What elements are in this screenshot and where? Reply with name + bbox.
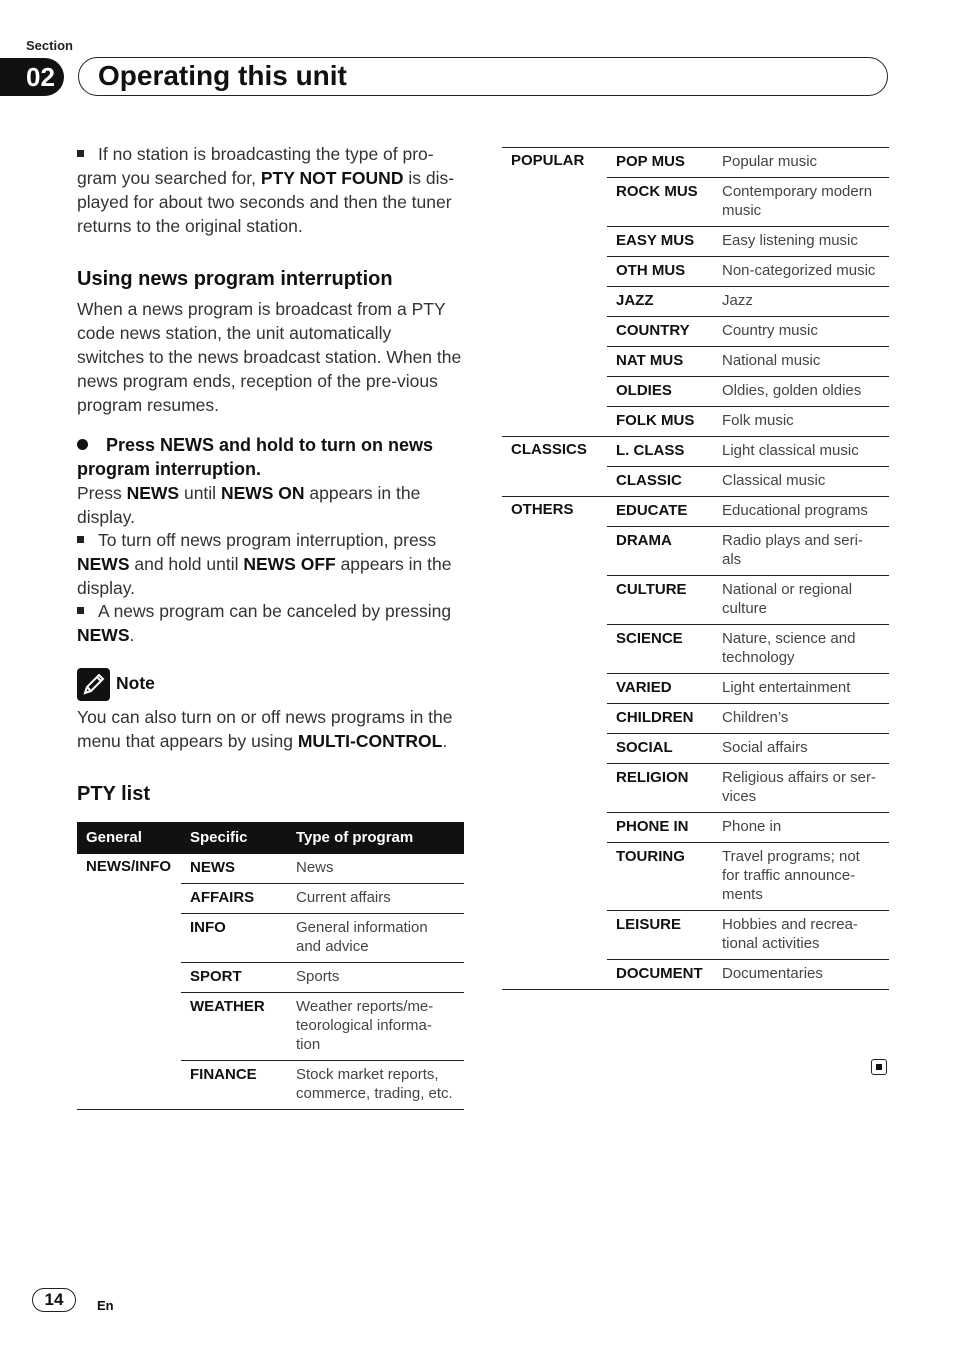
square-bullet-icon	[77, 150, 84, 157]
cell-specific: SOCIAL	[607, 734, 713, 764]
table-row	[502, 764, 889, 813]
cell-specific: NAT MUS	[607, 347, 713, 377]
cell-general	[502, 257, 607, 287]
cell-general	[502, 227, 607, 257]
cell-general: OTHERS	[511, 501, 574, 518]
cell-type: Documentaries	[713, 960, 889, 990]
cell-general	[77, 914, 181, 963]
cell-general	[502, 178, 607, 227]
pty-list-heading: PTY list	[77, 783, 150, 805]
table-row	[77, 993, 464, 1061]
cell-specific: EASY MUS	[607, 227, 713, 257]
page-title: Operating this unit	[98, 60, 347, 91]
cell-general	[502, 527, 607, 576]
col-header-general: General	[77, 822, 181, 854]
table-row	[502, 704, 889, 734]
cell-type: General information and advice	[287, 914, 464, 963]
cell-general: CLASSICS	[511, 441, 587, 458]
table-row	[77, 914, 464, 963]
cell-type: Contemporary modern music	[713, 178, 889, 227]
cell-type: Weather reports/me-teorological informa-tion	[287, 993, 464, 1061]
note-text: You can also turn on or off news programs in the menu that appears by using MULTI-CONTROL.	[77, 707, 453, 751]
table-row	[502, 317, 889, 347]
section-label: Section	[26, 38, 73, 53]
cell-specific: SPORT	[181, 963, 287, 993]
cell-specific: AFFAIRS	[181, 884, 287, 914]
cell-specific: ROCK MUS	[607, 178, 713, 227]
cell-type: Jazz	[713, 287, 889, 317]
cell-specific: OLDIES	[607, 377, 713, 407]
cell-type: Folk music	[713, 407, 889, 437]
cell-general: POPULAR	[511, 152, 585, 169]
cell-type: Current affairs	[287, 884, 464, 914]
cell-specific: RELIGION	[607, 764, 713, 813]
cell-specific: NEWS	[181, 854, 287, 884]
end-mark-square-icon	[876, 1064, 882, 1070]
cell-general	[502, 407, 607, 437]
table-row	[502, 734, 889, 764]
cell-type: Oldies, golden oldies	[713, 377, 889, 407]
cell-type: Hobbies and recrea-tional activities	[713, 911, 889, 960]
bullet-text: If no station is broadcasting the type of pro-gram you searched for,	[77, 144, 434, 188]
cell-specific: DRAMA	[607, 527, 713, 576]
note-pencil-icon	[77, 668, 110, 701]
cell-general	[502, 734, 607, 764]
cell-specific: DOCUMENT	[607, 960, 713, 990]
cell-general	[502, 960, 607, 990]
cell-type: Light classical music	[713, 437, 889, 467]
cell-specific: WEATHER	[181, 993, 287, 1061]
cell-specific: VARIED	[607, 674, 713, 704]
cell-general	[502, 287, 607, 317]
cell-general	[502, 843, 607, 911]
cell-general	[502, 813, 607, 843]
cell-type: Non-categorized music	[713, 257, 889, 287]
section-number-badge: 02	[0, 58, 64, 96]
cell-type: Stock market reports, commerce, trading, etc.	[287, 1061, 464, 1110]
table-row	[502, 148, 889, 178]
note-label: Note	[116, 673, 155, 693]
pty-table-right	[502, 147, 889, 990]
table-row	[502, 377, 889, 407]
cell-general	[502, 317, 607, 347]
cell-specific: CHILDREN	[607, 704, 713, 734]
table-row	[502, 257, 889, 287]
table-row	[502, 576, 889, 625]
cell-type: Nature, science and technology	[713, 625, 889, 674]
cell-type: Travel programs; not for traffic announce-ments	[713, 843, 889, 911]
cell-general	[502, 347, 607, 377]
table-row	[502, 911, 889, 960]
cell-specific: FOLK MUS	[607, 407, 713, 437]
bullet-cancel: A news program can be canceled by pressing NEWS.	[77, 601, 452, 645]
cell-type: Children’s	[713, 704, 889, 734]
square-bullet-icon	[77, 607, 84, 614]
cell-general	[502, 911, 607, 960]
cell-general	[77, 1061, 181, 1110]
cell-specific: CLASSIC	[607, 467, 713, 497]
table-row	[502, 347, 889, 377]
news-heading: Using news program interruption	[77, 268, 393, 290]
cell-specific: JAZZ	[607, 287, 713, 317]
cell-specific: SCIENCE	[607, 625, 713, 674]
cell-type: Popular music	[713, 148, 889, 178]
cell-type: Phone in	[713, 813, 889, 843]
cell-specific: FINANCE	[181, 1061, 287, 1110]
table-row	[502, 467, 889, 497]
table-row	[77, 1061, 464, 1110]
table-row	[502, 497, 889, 527]
cell-specific: INFO	[181, 914, 287, 963]
cell-general	[77, 884, 181, 914]
cell-general: NEWS/INFO	[86, 858, 171, 875]
cell-specific: POP MUS	[607, 148, 713, 178]
table-row	[502, 960, 889, 990]
cell-specific: LEISURE	[607, 911, 713, 960]
cell-type: Classical music	[713, 467, 889, 497]
pty-table-left	[77, 822, 464, 1110]
bullet-dot-icon	[77, 439, 88, 450]
bullet-bold: PTY NOT FOUND	[260, 168, 404, 188]
table-row	[77, 963, 464, 993]
step-text: Press NEWS until NEWS ON appears in the display.	[77, 483, 421, 527]
cell-general	[502, 764, 607, 813]
cell-specific: COUNTRY	[607, 317, 713, 347]
table-row	[502, 437, 889, 467]
table-row	[502, 227, 889, 257]
cell-general	[502, 704, 607, 734]
table-row	[502, 287, 889, 317]
cell-type: Religious affairs or ser-vices	[713, 764, 889, 813]
table-row	[502, 843, 889, 911]
table-row	[502, 625, 889, 674]
cell-specific: EDUCATE	[607, 497, 713, 527]
cell-specific: PHONE IN	[607, 813, 713, 843]
table-row	[77, 854, 464, 884]
step-title	[77, 433, 462, 481]
cell-type: Country music	[713, 317, 889, 347]
cell-type: National music	[713, 347, 889, 377]
cell-type: Sports	[287, 963, 464, 993]
bullet-text: is dis-played for about two seconds and then the tuner returns to the original station.	[77, 168, 455, 236]
cell-general	[77, 963, 181, 993]
step-title-text: Press NEWS and hold to turn on news program interruption.	[77, 435, 434, 479]
table-row	[502, 178, 889, 227]
cell-type: Educational programs	[713, 497, 889, 527]
cell-type: Social affairs	[713, 734, 889, 764]
table-row	[502, 813, 889, 843]
cell-type: Radio plays and seri-als	[713, 527, 889, 576]
cell-type: National or regional culture	[713, 576, 889, 625]
news-paragraph: When a news program is broadcast from a PTY code news station, the unit automatically switches to the news broadcast station. When the news program ends, reception of the pre-vious program resumes.	[77, 299, 462, 415]
cell-general	[502, 467, 607, 497]
bullet-pty-not-found	[77, 142, 462, 238]
table-row	[502, 674, 889, 704]
table-row	[502, 527, 889, 576]
cell-general	[502, 674, 607, 704]
page-number: 14	[32, 1288, 76, 1312]
cell-general	[502, 625, 607, 674]
cell-type: Easy listening music	[713, 227, 889, 257]
square-bullet-icon	[77, 536, 84, 543]
bullet-turn-off: To turn off news program interruption, press NEWS and hold until NEWS OFF appears in the display.	[77, 530, 452, 598]
language-label: En	[97, 1298, 114, 1313]
cell-specific: L. CLASS	[607, 437, 713, 467]
table-header-row	[77, 822, 464, 854]
cell-type: Light entertainment	[713, 674, 889, 704]
cell-specific: CULTURE	[607, 576, 713, 625]
cell-general	[502, 377, 607, 407]
col-header-specific: Specific	[181, 822, 287, 854]
table-row	[502, 407, 889, 437]
cell-general	[77, 993, 181, 1061]
cell-specific: TOURING	[607, 843, 713, 911]
col-header-type: Type of program	[287, 822, 464, 854]
cell-general	[502, 576, 607, 625]
cell-specific: OTH MUS	[607, 257, 713, 287]
cell-type: News	[287, 854, 464, 884]
table-row	[77, 884, 464, 914]
